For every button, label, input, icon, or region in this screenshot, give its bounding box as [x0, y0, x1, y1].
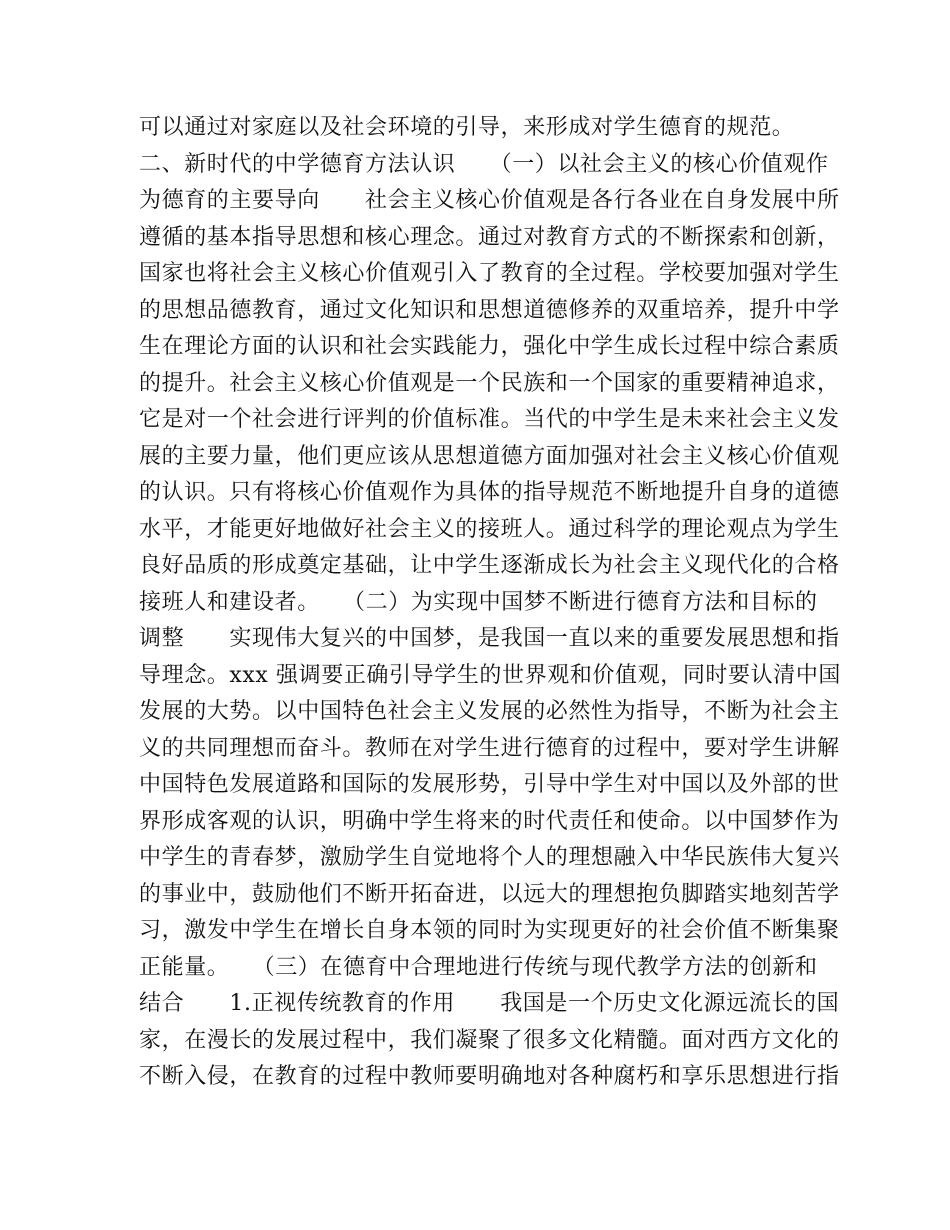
text-line: 不断入侵，在教育的过程中教师要明确地对各种腐朽和享乐思想进行指	[139, 1064, 840, 1089]
text-line: 展的主要力量，他们更应该从思想道德方面加强对社会主义核心价值观	[139, 443, 840, 469]
text-line: 的提升。社会主义核心价值观是一个民族和一个国家的重要精神追求，	[139, 370, 840, 396]
text-line: 的认识。只有将核心价值观作为具体的指导规范不断地提升自身的道德	[139, 480, 840, 505]
text-line: 习，激发中学生在增长自身本领的同时为实现更好的社会价值不断集聚	[139, 918, 840, 943]
text-line: 可以通过对家庭以及社会环境的引导，来形成对学生德育的规范。	[139, 115, 795, 140]
text-line: 调整 实现伟大复兴的中国梦，是我国一直以来的重要发展思想和指	[139, 626, 840, 651]
text-line: 遵循的基本指导思想和核心理念。通过对教育方式的不断探索和创新，	[139, 224, 840, 250]
text-line: 中国特色发展道路和国际的发展形势，引导中学生对中国以及外部的世	[139, 772, 840, 797]
text-line: 接班人和建设者。 （二）为实现中国梦不断进行德育方法和目标的	[139, 589, 818, 615]
text-line: 发展的大势。以中国特色社会主义发展的必然性为指导，不断为社会主	[139, 699, 840, 724]
text-line: 国家也将社会主义核心价值观引入了教育的全过程。学校要加强对学生	[139, 261, 840, 286]
text-line: 正能量。 （三）在德育中合理地进行传统与现代教学方法的创新和	[139, 954, 818, 980]
text-line: 为德育的主要导向 社会主义核心价值观是各行各业在自身发展中所	[139, 188, 840, 213]
text-line: 的事业中，鼓励他们不断开拓奋进，以远大的理想抱负脚踏实地刻苦学	[139, 881, 840, 907]
text-line: 二、新时代的中学德育方法认识 （一）以社会主义的核心价值观作	[139, 151, 829, 177]
text-line: 的思想品德教育，通过文化知识和思想道德修养的双重培养，提升中学	[139, 297, 840, 323]
text-line: 界形成客观的认识，明确中学生将来的时代责任和使命。以中国梦作为	[139, 808, 840, 834]
text-line: 良好品质的形成奠定基础，让中学生逐渐成长为社会主义现代化的合格	[139, 553, 840, 578]
text-line: 中学生的青春梦，激励学生自觉地将个人的理想融入中华民族伟大复兴	[139, 845, 840, 870]
body-text	[139, 110, 842, 1096]
text-line: 义的共同理想而奋斗。教师在对学生进行德育的过程中，要对学生讲解	[139, 735, 840, 761]
text-line: 生在理论方面的认识和社会实践能力，强化中学生成长过程中综合素质	[139, 334, 840, 359]
text-line: 它是对一个社会进行评判的价值标准。当代的中学生是未来社会主义发	[139, 407, 840, 432]
text-line: 结合 1.正视传统教育的作用 我国是一个历史文化源远流长的国	[139, 991, 840, 1016]
text-line: 家，在漫长的发展过程中，我们凝聚了很多文化精髓。面对西方文化的	[139, 1027, 840, 1053]
text-line: 导理念。xxx 强调要正确引导学生的世界观和价值观，同时要认清中国	[139, 662, 842, 688]
text-line: 水平，才能更好地做好社会主义的接班人。通过科学的理论观点为学生	[139, 516, 840, 542]
